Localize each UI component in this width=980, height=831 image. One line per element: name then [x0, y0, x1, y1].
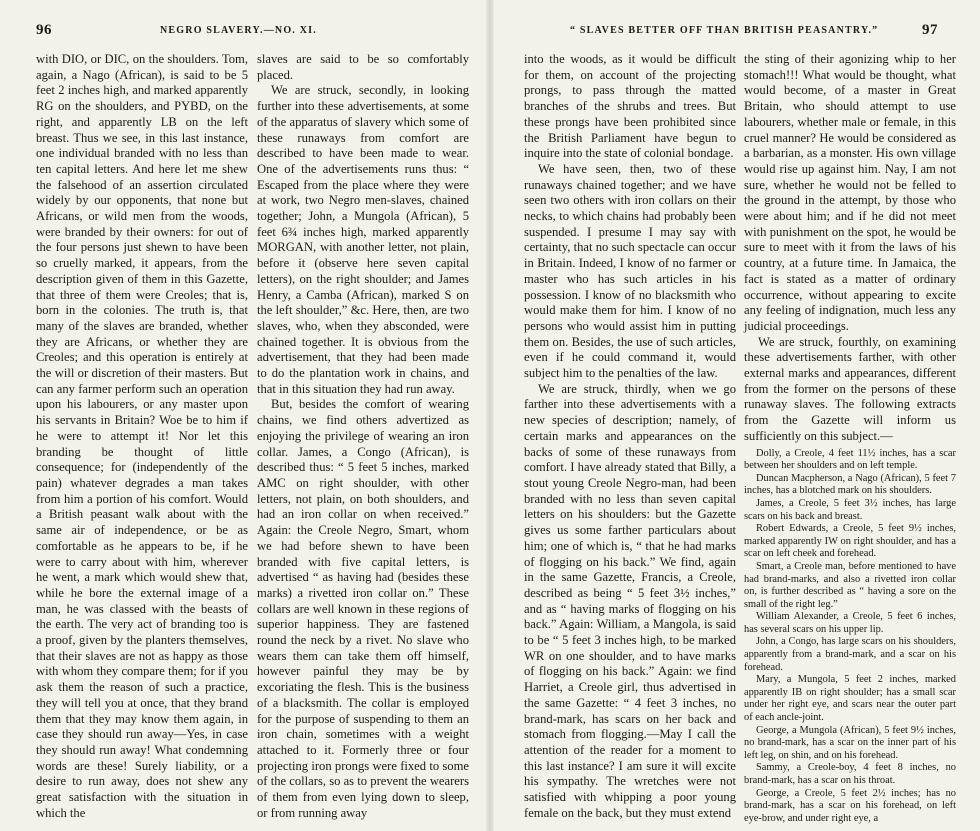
extract-entry: George, a Creole, 5 feet 2½ inches; has no brand-mark, has a scar on his forehead, on left eye-brow, and under right eye, a [744, 787, 956, 824]
page-number: 96 [36, 22, 52, 38]
paragraph: with DIO, or DIC, on the shoulders. Tom, again, a Nago (African), is said to be 5 feet 2 inches high, and marked apparently RG on the shoulders, and PYBD, on the right, and apparently LB on the left breast. Thus we see, in this last instance, one individual branded with no less than ten capital letters. And here let me shew the falsehood of an assertion circulated widely by our opponents, that none but Africans, or wild men from the woods, were branded by their owners: for out of the four persons just shewn to have been so cruelly marked, it appears, from the description given of them in this Gazette, that three of them were Creoles; that is, born in the colonies. The truth is, that many of the slaves are branded, whether they are Africans, or whether they are Creoles; and this operation is entirely at the will or discretion of their masters. But can any farmer perform such an operation upon his labourers, or any master upon his servants in Britain? Woe be to him if he were to attempt it! Nor let this branding be thought of little consequence; for (independently of the pain) whatever degrades a man takes from him a portion of his comfort. Would a British peasant walk about with the same air of independence, or be as comfortable as he appears to be, if he were to carry about with him, wherever he went, a mark which would shew that, while he bore the external image of a man, he was classed with the beasts of the earth. The very act of branding too is a proof, given by the planters themselves, that their slaves are not as happy as those with whom they compare them; for if you ask them the reason of such a practice, they will tell you at once, that they brand them that they may know them again, in case they should run away—Yes, in case they should run away! What condemning words are these! Surely liability, or a desire to run away, does not shew any great satisfaction with the situation in which the [36, 52, 248, 820]
paragraph: the sting of their agonizing whip to her stomach!!! What would be thought, what would become, of a master in Great Britain, who should attempt to use labourers, whether male or female, in this cruel manner? He would be considered as a barbarian, as a monster. His own village would rise up against him. Nay, I am not sure, whether he would not be felled to the ground in the attempt, by those who were about him; and if he did not meet with punishment on the spot, he would be sure to meet with it from the laws of his country, at a future time. In Jamaica, the fact is stated as a matter of ordinary occurrence, without appearing to excite any feeling of indignation, much less any judicial proceedings. [744, 52, 956, 333]
extract-entry: William Alexander, a Creole, 5 feet 6 inches, has several scars on his upper lip. [744, 611, 956, 635]
extract-entry: John, a Congo, has large scars on his shoulders, apparently from a brand-mark, and a scar on his forehead. [744, 636, 956, 673]
extract-entry: Robert Edwards, a Creole, 5 feet 9½ inches, marked apparently IW on right shoulder, and has a scar on left cheek and forehead. [744, 523, 956, 560]
advertisement-extracts [744, 448, 956, 826]
paragraph: slaves are said to be so comfortably placed. [257, 52, 469, 82]
paragraph: We are struck, thirdly, when we go farther into these advertisements with a new species of description; namely, of certain marks and appearances on the backs of some of these runaways from comfort. I have already stated that Billy, a stout young Creole Negro-man, had been branded with no less than seven capital letters on his shoulders: but the Gazette gives us some farther particulars about him; one of which is, “ that he had marks of flogging on his back.” We find, again in the same Gazette, Francis, a Creole, described as being “ 5 feet 3½ inches,” and as “ having marks of flogging on his back.” Again: William, a Mangola, is said to be “ 5 feet 3 inches high, to be marked WR on one shoulder, and to have marks of flogging on his back.” Again: we find Harriet, a Creole girl, thus advertised in the same Gazette: “ 4 feet 3 inches, no brand-mark, has scars on her back and stomach from flogging.—May I call the attention of the reader for a moment to this last instance? I am sure it will excite his sympathy. The wretches were not satisfied with whipping a poor young female on the back, but they must extend [524, 381, 736, 820]
extract-entry: Smart, a Creole man, before mentioned to have had brand-marks, and also a rivetted iron collar on, is further described as “ having a sore on the small of the right leg.” [744, 560, 956, 610]
paragraph: We are struck, fourthly, on examining these advertisements farther, with other external marks and appearances, different from the former on the persons of these runaway slaves. The following extracts from the Gazette will inform us sufficiently on this subject.— [744, 334, 956, 443]
extract-entry: Sammy, a Creole-boy, 4 feet 8 inches, no brand-mark, has a scar on his throat. [744, 762, 956, 787]
running-head: “ SLAVES BETTER OFF THAN BRITISH PEASANTRY.” [570, 25, 879, 36]
extract-entry: James, a Creole, 5 feet 3½ inches, has large scars on his back and breast. [744, 497, 956, 522]
text-column [257, 52, 469, 821]
extract-entry: Mary, a Mungola, 5 feet 2 inches, marked apparently IB on right shoulder; has a small scar under her right eye, and scars near the outer part of each ancle-joint. [744, 674, 956, 724]
extract-entry: George, a Mungola (African), 5 feet 9½ inches, no brand-mark, has a scar on the inner part of his left leg, on shin, and on his forehead. [744, 724, 956, 761]
extract-entry: Dolly, a Creole, 4 feet 11½ inches, has a scar between her shoulders and on left temple. [744, 447, 956, 472]
extract-entry: Duncan Macpherson, a Nago (African), 5 feet 7 inches, has a blotched mark on his shoulders. [744, 472, 956, 497]
text-column [744, 52, 956, 825]
paragraph: into the woods, as it would be difficult for them, on account of the projecting prongs, to pass through the matted branches of the shrubs and trees. But these prongs have been prohibited since the British Parliament have begun to inquire into the state of colonial bondage. [524, 52, 736, 161]
text-column [524, 52, 736, 821]
page-number: 97 [922, 22, 938, 38]
paragraph: We are struck, secondly, in looking further into these advertisements, at some of the apparatus of slavery which some of these runaways from comfort are described to have been made to wear. One of the advertisements runs thus: “ Escaped from the place where they were at work, two Negro men-slaves, chained together; John, a Mungola (African), 5 feet 6¾ inches high, marked apparently MORGAN, with another letter, not plain, before it (observe here seven capital letters), on the right shoulder; and James Henry, a Camba (African), marked S on the left shoulder,” &c. Here, then, are two slaves, who, when they absconded, were chained together. It is obvious from the advertisement, that they had been made to do the plantation work in chains, and that in this situation they had run away. [257, 83, 469, 396]
paragraph: We have seen, then, two of these runaways chained together; and we have seen two others with iron collars on their necks, to which chains had probably been suspended. I presume I may say with certainty, that no such spectacle can occur in Britain. Indeed, I know of no farmer or master who has such articles in his possession. I know of no blacksmith who would make them for him. I know of no persons who would assist him in putting them on. Besides, the use of such articles, even if he could command it, would subject him to the penalties of the law. [524, 161, 736, 381]
paragraph: But, besides the comfort of wearing chains, we find others advertized as enjoying the privilege of wearing an iron collar. James, a Congo (African), is described thus: “ 5 feet 5 inches, marked AMC on right shoulder, with other letters, not plain, on both shoulders, and had an iron collar on when received.” Again: the Creole Negro, Smart, whom we had before shewn to have been branded with five capital letters, is advertised “ as having had (besides these marks) a rivetted iron collar on.” These collars are well known in these regions of superior happiness. They are fastened round the neck by a rivet. No slave who wears them can take them off himself, however painful they may be by excoriating the flesh. This is the business of a blacksmith. The collar is employed for the purpose of suspending to them an iron chain, sometimes with a weight attached to it. Formerly three or four projecting iron prongs were fixed to some of the collars, so as to prevent the wearers of them from even lying down to sleep, or from running away [257, 397, 469, 820]
right-page [490, 0, 980, 831]
running-head: NEGRO SLAVERY.—NO. XI. [160, 25, 317, 36]
text-column [36, 52, 248, 821]
